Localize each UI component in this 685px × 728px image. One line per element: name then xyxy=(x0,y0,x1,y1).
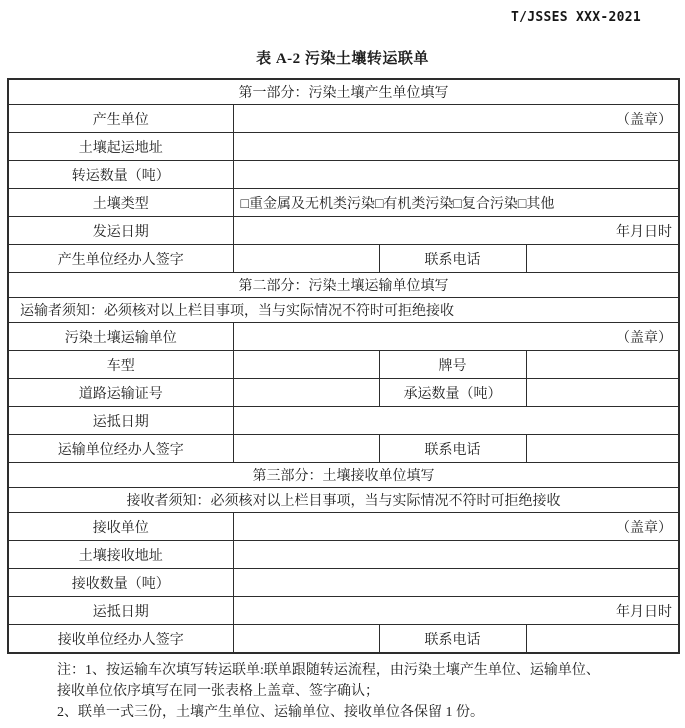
soil-type-row xyxy=(8,189,679,217)
receiver-signature-row xyxy=(8,625,679,654)
date-format-note: 年月日时 xyxy=(616,604,672,620)
road-permit-label: 道路运输证号 xyxy=(8,379,233,407)
ship-date-value xyxy=(233,217,679,245)
origin-address-value xyxy=(233,133,679,161)
vehicle-type-label: 车型 xyxy=(8,351,233,379)
transporter-notice-row xyxy=(8,298,679,323)
seal-note: （盖章） xyxy=(616,112,672,128)
transfer-quantity-value xyxy=(233,161,679,189)
section1-header-row xyxy=(8,79,679,105)
carried-quantity-value xyxy=(526,379,679,407)
transporter-notice: 运输者须知：必须核对以上栏目事项，当与实际情况不符时可拒绝接收 xyxy=(8,298,679,323)
producer-unit-value xyxy=(233,105,679,133)
receive-address-row xyxy=(8,541,679,569)
soil-type-checkbox-options: □重金属及无机类污染□有机类污染□复合污染□其他 xyxy=(233,189,679,217)
producer-unit-label: 产生单位 xyxy=(8,105,233,133)
transfer-quantity-row xyxy=(8,161,679,189)
receive-address-label: 土壤接收地址 xyxy=(8,541,233,569)
origin-address-label: 土壤起运地址 xyxy=(8,133,233,161)
transport-unit-value xyxy=(233,323,679,351)
receive-quantity-label: 接收数量（吨） xyxy=(8,569,233,597)
footnote-line: 接收单位依序填写在同一张表格上盖章、签字确认； xyxy=(57,684,379,699)
producer-signature-row xyxy=(8,245,679,273)
plate-number-value xyxy=(526,351,679,379)
receive-quantity-value xyxy=(233,569,679,597)
transport-signature-row xyxy=(8,435,679,463)
arrival-date-value xyxy=(233,407,679,435)
seal-note: （盖章） xyxy=(616,520,672,536)
receiver-unit-row xyxy=(8,513,679,541)
transport-signature-label: 运输单位经办人签字 xyxy=(8,435,233,463)
footnote-line: 2、联单一式三份，土壤产生单位、运输单位、接收单位各保留 1 份。 xyxy=(57,705,484,720)
receive-arrival-date-label: 运抵日期 xyxy=(8,597,233,625)
transfer-quantity-label: 转运数量（吨） xyxy=(8,161,233,189)
arrival-date-row-transport xyxy=(8,407,679,435)
receiver-signature-value xyxy=(233,625,379,654)
transport-phone-label: 联系电话 xyxy=(379,435,526,463)
section1-header: 第一部分：污染土壤产生单位填写 xyxy=(8,79,679,105)
page-title: 表 A-2 污染土壤转运联单 xyxy=(256,51,429,67)
footnotes xyxy=(57,660,685,723)
transport-unit-row xyxy=(8,323,679,351)
receive-quantity-row xyxy=(8,569,679,597)
receiver-unit-label: 接收单位 xyxy=(8,513,233,541)
carried-quantity-label: 承运数量（吨） xyxy=(379,379,526,407)
doc-code: T/JSSES XXX-2021 xyxy=(510,10,641,25)
footnote-line: 注：1、按运输车次填写转运联单:联单跟随转运流程，由污染土壤产生单位、运输单位、 xyxy=(57,663,600,678)
plate-number-label: 牌号 xyxy=(379,351,526,379)
receiver-signature-label: 接收单位经办人签字 xyxy=(8,625,233,654)
receiver-notice: 接收者须知：必须核对以上栏目事项，当与实际情况不符时可拒绝接收 xyxy=(8,488,679,513)
producer-phone-value xyxy=(526,245,679,273)
receive-address-value xyxy=(233,541,679,569)
producer-unit-row xyxy=(8,105,679,133)
section3-header: 第三部分：土壤接收单位填写 xyxy=(8,463,679,488)
road-permit-row xyxy=(8,379,679,407)
receiver-phone-value xyxy=(526,625,679,654)
transport-unit-label: 污染土壤运输单位 xyxy=(8,323,233,351)
seal-note: （盖章） xyxy=(616,330,672,346)
road-permit-value xyxy=(233,379,379,407)
producer-signature-label: 产生单位经办人签字 xyxy=(8,245,233,273)
transport-signature-value xyxy=(233,435,379,463)
arrival-date-label: 运抵日期 xyxy=(8,407,233,435)
ship-date-row xyxy=(8,217,679,245)
vehicle-type-row xyxy=(8,351,679,379)
receiver-notice-row xyxy=(8,488,679,513)
transport-phone-value xyxy=(526,435,679,463)
receive-arrival-date-value xyxy=(233,597,679,625)
manifest-table xyxy=(7,78,680,654)
origin-address-row xyxy=(8,133,679,161)
section2-header: 第二部分：污染土壤运输单位填写 xyxy=(8,273,679,298)
section2-header-row xyxy=(8,273,679,298)
vehicle-type-value xyxy=(233,351,379,379)
soil-type-label: 土壤类型 xyxy=(8,189,233,217)
producer-signature-value xyxy=(233,245,379,273)
arrival-date-row-receive xyxy=(8,597,679,625)
receiver-phone-label: 联系电话 xyxy=(379,625,526,654)
ship-date-label: 发运日期 xyxy=(8,217,233,245)
date-format-note: 年月日时 xyxy=(616,224,672,240)
section3-header-row xyxy=(8,463,679,488)
producer-phone-label: 联系电话 xyxy=(379,245,526,273)
receiver-unit-value xyxy=(233,513,679,541)
